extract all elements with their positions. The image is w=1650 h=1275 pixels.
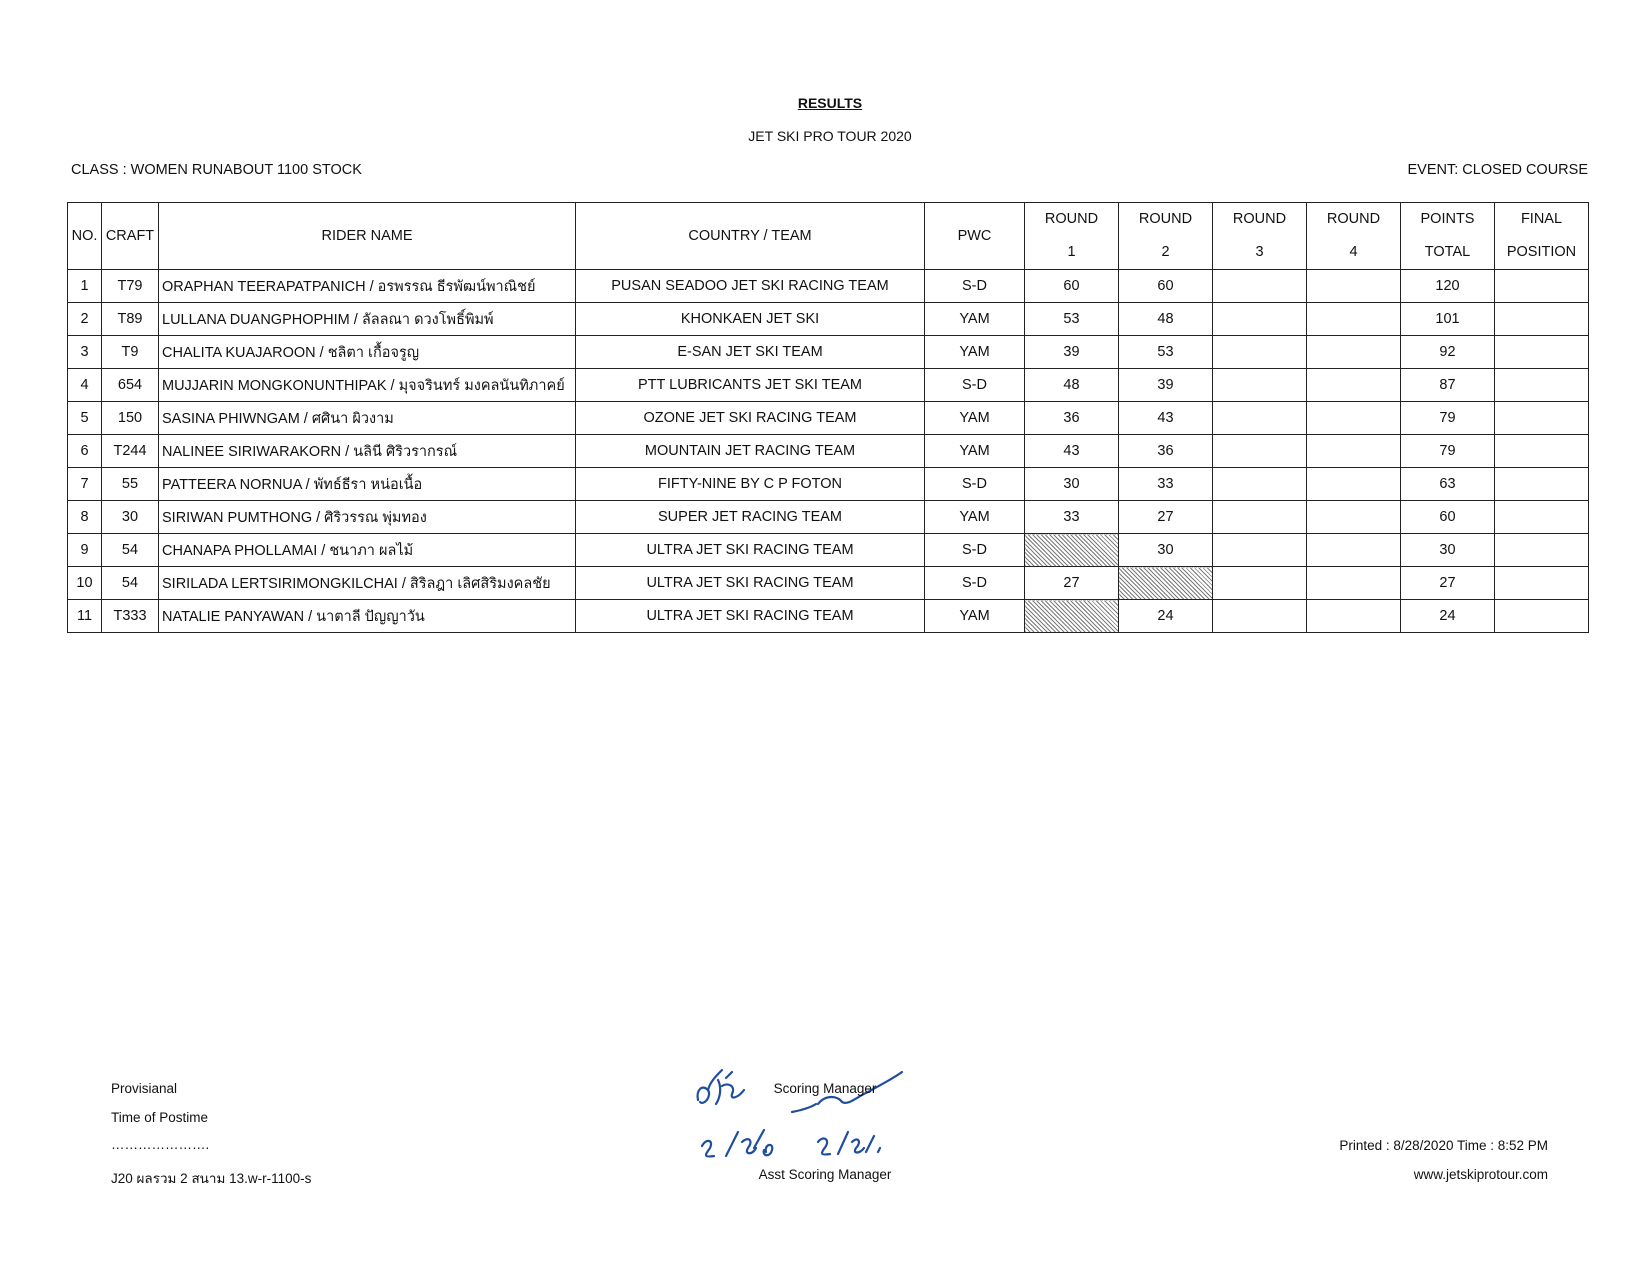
cell-country-team: PUSAN SEADOO JET SKI RACING TEAM [576, 270, 925, 303]
cell-round-1: 39 [1025, 336, 1119, 369]
cell-round-3 [1213, 336, 1307, 369]
table-row [68, 336, 1589, 369]
cell-round-3 [1213, 270, 1307, 303]
cell-no: 5 [68, 402, 102, 435]
cell-rider-name: NALINEE SIRIWARAKORN / นลินี ศิริวรากรณ์ [159, 435, 576, 468]
cell-rider-name: SASINA PHIWNGAM / ศศินา ผิวงาม [159, 402, 576, 435]
cell-round-1: 30 [1025, 468, 1119, 501]
cell-country-team: SUPER JET RACING TEAM [576, 501, 925, 534]
cell-round-1: 60 [1025, 270, 1119, 303]
table-row [68, 567, 1589, 600]
header-round-1-top: ROUND [1044, 211, 1099, 227]
cell-no: 8 [68, 501, 102, 534]
cell-round-1: 33 [1025, 501, 1119, 534]
cell-country-team: E-SAN JET SKI TEAM [576, 336, 925, 369]
cell-final-position [1495, 567, 1589, 600]
cell-points-total: 101 [1401, 303, 1495, 336]
cell-pwc: S-D [925, 369, 1025, 402]
header-craft: CRAFT [102, 203, 159, 270]
cell-rider-name: SIRILADA LERTSIRIMONGKILCHAI / สิริลฎา เลิศสิริมงคลชัย [159, 567, 576, 600]
cell-round-3 [1213, 534, 1307, 567]
cell-country-team: ULTRA JET SKI RACING TEAM [576, 534, 925, 567]
cell-round-3 [1213, 567, 1307, 600]
cell-points-total: 24 [1401, 600, 1495, 633]
cell-craft: T9 [102, 336, 159, 369]
table-row [68, 402, 1589, 435]
cell-points-total: 87 [1401, 369, 1495, 402]
cell-craft: 30 [102, 501, 159, 534]
cell-round-3 [1213, 402, 1307, 435]
cell-round-3 [1213, 369, 1307, 402]
cell-pwc: S-D [925, 534, 1025, 567]
cell-pwc: S-D [925, 567, 1025, 600]
cell-round-2: 48 [1119, 303, 1213, 336]
cell-final-position [1495, 501, 1589, 534]
cell-round-2: 36 [1119, 435, 1213, 468]
cell-final-position [1495, 468, 1589, 501]
table-row [68, 534, 1589, 567]
cell-no: 2 [68, 303, 102, 336]
cell-no: 10 [68, 567, 102, 600]
cell-round-2: 30 [1119, 534, 1213, 567]
cell-rider-name: CHALITA KUAJAROON / ชลิตา เกื้อจรูญ [159, 336, 576, 369]
header-final-bottom: POSITION [1506, 244, 1577, 260]
table-row [68, 600, 1589, 633]
header-round-1-bottom: 1 [1067, 244, 1076, 260]
header-round-3-top: ROUND [1232, 211, 1287, 227]
cell-round-2 [1119, 567, 1213, 600]
cell-points-total: 30 [1401, 534, 1495, 567]
header-points-top: POINTS [1420, 211, 1475, 227]
cell-rider-name: SIRIWAN PUMTHONG / ศิริวรรณ พุ่มทอง [159, 501, 576, 534]
cell-round-1 [1025, 600, 1119, 633]
cell-round-3 [1213, 468, 1307, 501]
cell-craft: 54 [102, 534, 159, 567]
table-row [68, 501, 1589, 534]
cell-no: 7 [68, 468, 102, 501]
cell-craft: T244 [102, 435, 159, 468]
cell-round-3 [1213, 435, 1307, 468]
cell-round-3 [1213, 501, 1307, 534]
cell-round-1 [1025, 534, 1119, 567]
table-row [68, 303, 1589, 336]
cell-final-position [1495, 534, 1589, 567]
header-rider-name: RIDER NAME [159, 203, 576, 270]
results-title: RESULTS [797, 95, 863, 111]
cell-points-total: 79 [1401, 435, 1495, 468]
cell-round-2: 24 [1119, 600, 1213, 633]
cell-round-2: 39 [1119, 369, 1213, 402]
header-round-3 [1213, 203, 1307, 270]
cell-no: 9 [68, 534, 102, 567]
cell-craft: 150 [102, 402, 159, 435]
cell-round-2: 33 [1119, 468, 1213, 501]
header-round-4 [1307, 203, 1401, 270]
cell-no: 1 [68, 270, 102, 303]
cell-round-1: 27 [1025, 567, 1119, 600]
scoring-manager-label: Scoring Manager [773, 1081, 877, 1096]
header-round-2-bottom: 2 [1161, 244, 1170, 260]
header-no: NO. [68, 203, 102, 270]
cell-round-4 [1307, 567, 1401, 600]
cell-round-4 [1307, 534, 1401, 567]
cell-round-2: 27 [1119, 501, 1213, 534]
cell-final-position [1495, 270, 1589, 303]
cell-round-3 [1213, 600, 1307, 633]
cell-round-1: 36 [1025, 402, 1119, 435]
results-table [67, 202, 1589, 633]
cell-round-4 [1307, 303, 1401, 336]
cell-craft: 654 [102, 369, 159, 402]
cell-no: 4 [68, 369, 102, 402]
cell-round-1: 48 [1025, 369, 1119, 402]
header-final-position [1495, 203, 1589, 270]
cell-craft: 54 [102, 567, 159, 600]
cell-points-total: 92 [1401, 336, 1495, 369]
file-reference: J20 ผลรวม 2 สนาม 13.w-r-1100-s [111, 1171, 312, 1186]
cell-rider-name: LULLANA DUANGPHOPHIM / ลัลลณา ดวงโพธิ์พิมพ์ [159, 303, 576, 336]
header-round-2-top: ROUND [1138, 211, 1193, 227]
cell-final-position [1495, 600, 1589, 633]
time-of-postime-label: Time of Postime [111, 1110, 209, 1125]
cell-pwc: S-D [925, 468, 1025, 501]
cell-pwc: YAM [925, 600, 1025, 633]
handwritten-signature-icon [692, 1060, 942, 1175]
cell-country-team: ULTRA JET SKI RACING TEAM [576, 567, 925, 600]
cell-rider-name: PATTEERA NORNUA / พัทธ์ธีรา หน่อเนื้อ [159, 468, 576, 501]
cell-round-3 [1213, 303, 1307, 336]
cell-rider-name: MUJJARIN MONGKONUNTHIPAK / มุจจรินทร์ มงคลนันทิภาคย์ [159, 369, 576, 402]
cell-country-team: ULTRA JET SKI RACING TEAM [576, 600, 925, 633]
cell-country-team: OZONE JET SKI RACING TEAM [576, 402, 925, 435]
header-round-3-bottom: 3 [1255, 244, 1264, 260]
cell-round-2: 53 [1119, 336, 1213, 369]
cell-final-position [1495, 303, 1589, 336]
tour-subtitle: JET SKI PRO TOUR 2020 [748, 128, 912, 144]
cell-no: 3 [68, 336, 102, 369]
cell-country-team: FIFTY-NINE BY C P FOTON [576, 468, 925, 501]
provisional-label: Provisianal [111, 1081, 178, 1096]
cell-pwc: YAM [925, 435, 1025, 468]
cell-final-position [1495, 402, 1589, 435]
cell-points-total: 63 [1401, 468, 1495, 501]
cell-round-1: 43 [1025, 435, 1119, 468]
table-row [68, 270, 1589, 303]
cell-rider-name: ORAPHAN TEERAPATPANICH / อรพรรณ ธีรพัฒน์พาณิชย์ [159, 270, 576, 303]
event-label: EVENT: CLOSED COURSE [1407, 162, 1588, 178]
cell-points-total: 27 [1401, 567, 1495, 600]
cell-craft: 55 [102, 468, 159, 501]
table-row [68, 468, 1589, 501]
header-points-bottom: TOTAL [1424, 244, 1471, 260]
cell-round-1: 53 [1025, 303, 1119, 336]
cell-craft: T79 [102, 270, 159, 303]
cell-round-4 [1307, 468, 1401, 501]
cell-round-2: 43 [1119, 402, 1213, 435]
table-row [68, 435, 1589, 468]
cell-no: 11 [68, 600, 102, 633]
cell-pwc: YAM [925, 303, 1025, 336]
cell-pwc: YAM [925, 501, 1025, 534]
header-points-total [1401, 203, 1495, 270]
cell-country-team: KHONKAEN JET SKI [576, 303, 925, 336]
cell-final-position [1495, 336, 1589, 369]
cell-pwc: YAM [925, 336, 1025, 369]
cell-final-position [1495, 435, 1589, 468]
cell-round-4 [1307, 501, 1401, 534]
class-label: CLASS : WOMEN RUNABOUT 1100 STOCK [71, 162, 362, 178]
cell-points-total: 79 [1401, 402, 1495, 435]
header-round-4-bottom: 4 [1349, 244, 1358, 260]
header-row [68, 203, 1589, 270]
postime-dots: …………………. [111, 1137, 210, 1152]
cell-points-total: 60 [1401, 501, 1495, 534]
header-round-2 [1119, 203, 1213, 270]
cell-final-position [1495, 369, 1589, 402]
header-final-top: FINAL [1520, 211, 1563, 227]
cell-round-4 [1307, 369, 1401, 402]
cell-round-4 [1307, 402, 1401, 435]
cell-round-2: 60 [1119, 270, 1213, 303]
header-country-team: COUNTRY / TEAM [576, 203, 925, 270]
header-pwc: PWC [925, 203, 1025, 270]
cell-craft: T333 [102, 600, 159, 633]
table-row [68, 369, 1589, 402]
cell-rider-name: NATALIE PANYAWAN / นาตาลี ปัญญาวัน [159, 600, 576, 633]
cell-round-4 [1307, 336, 1401, 369]
cell-pwc: S-D [925, 270, 1025, 303]
cell-country-team: MOUNTAIN JET RACING TEAM [576, 435, 925, 468]
cell-pwc: YAM [925, 402, 1025, 435]
results-body [68, 270, 1589, 633]
cell-craft: T89 [102, 303, 159, 336]
cell-points-total: 120 [1401, 270, 1495, 303]
cell-rider-name: CHANAPA PHOLLAMAI / ชนาภา ผลไม้ [159, 534, 576, 567]
printed-timestamp: Printed : 8/28/2020 Time : 8:52 PM [1339, 1138, 1548, 1153]
header-round-4-top: ROUND [1326, 211, 1381, 227]
cell-round-4 [1307, 270, 1401, 303]
cell-country-team: PTT LUBRICANTS JET SKI TEAM [576, 369, 925, 402]
cell-no: 6 [68, 435, 102, 468]
website-url: www.jetskiprotour.com [1413, 1167, 1548, 1182]
cell-round-4 [1307, 600, 1401, 633]
header-round-1 [1025, 203, 1119, 270]
asst-scoring-manager-label: Asst Scoring Manager [758, 1167, 892, 1182]
cell-round-4 [1307, 435, 1401, 468]
